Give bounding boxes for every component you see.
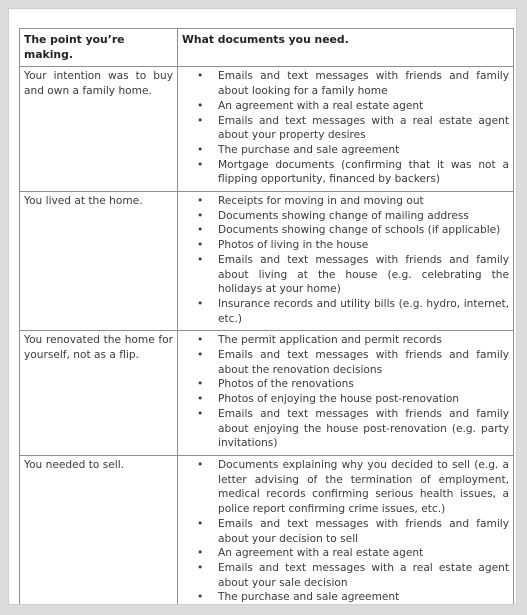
list-item: • Insurance records and utility bills (e.g. hydro, internet, etc.) <box>218 297 509 326</box>
documents-list <box>182 69 509 187</box>
list-item: • Emails and text messages with a real estate agent about your property desires <box>218 114 509 143</box>
point-cell: You renovated the home for yourself, not as a flip. <box>20 331 178 456</box>
documents-cell <box>178 331 514 456</box>
documents-list <box>182 458 509 605</box>
header-documents: What documents you need. <box>178 29 514 67</box>
table-row-lived <box>20 192 514 331</box>
header-point: The point you’re making. <box>20 29 178 67</box>
list-item: • Documents showing change of schools (if applicable) <box>218 223 509 238</box>
list-item: • Emails and text messages with friends and family about the renovation decisions <box>218 348 509 377</box>
list-item: • Photos of enjoying the house post-renovation <box>218 392 509 407</box>
list-item: • Documents showing change of mailing address <box>218 209 509 224</box>
list-item: • An agreement with a real estate agent <box>218 99 509 114</box>
list-item: • Emails and text messages with friends and family about enjoying the house post-renovation (e.g. party invitations) <box>218 407 509 451</box>
point-cell: You lived at the home. <box>20 192 178 331</box>
list-item: • The permit application and permit records <box>218 333 509 348</box>
list-item: • Photos of living in the house <box>218 238 509 253</box>
list-item: • Mortgage documents (confirming that it was not a flipping opportunity, financed by backers) <box>218 158 509 187</box>
documents-list <box>182 333 509 451</box>
table-header-row <box>20 29 514 67</box>
table-row-needed-to-sell <box>20 455 514 605</box>
documents-cell <box>178 67 514 192</box>
documents-cell <box>178 192 514 331</box>
document-frame <box>8 8 517 605</box>
list-item: • Receipts for moving in and moving out <box>218 194 509 209</box>
documents-cell <box>178 455 514 605</box>
list-item: • Emails and text messages with friends and family about your decision to sell <box>218 517 509 546</box>
table-row-intention <box>20 67 514 192</box>
documents-list <box>182 194 509 326</box>
point-cell: Your intention was to buy and own a family home. <box>20 67 178 192</box>
documents-table <box>19 28 514 605</box>
point-cell: You needed to sell. <box>20 455 178 605</box>
list-item: • The purchase and sale agreement <box>218 590 509 605</box>
list-item: • Emails and text messages with friends and family about living at the house (e.g. celebrating the holidays at your home) <box>218 253 509 297</box>
list-item: • The purchase and sale agreement <box>218 143 509 158</box>
list-item: • Emails and text messages with a real estate agent about your sale decision <box>218 561 509 590</box>
table-row-renovated <box>20 331 514 456</box>
list-item: • Photos of the renovations <box>218 377 509 392</box>
list-item: • An agreement with a real estate agent <box>218 546 509 561</box>
list-item: • Documents explaining why you decided to sell (e.g. a letter advising of the termination of employment, medical records confirming serious health issues, a police report confirming crime issues, etc.) <box>218 458 509 517</box>
list-item: • Emails and text messages with friends and family about looking for a family home <box>218 69 509 98</box>
